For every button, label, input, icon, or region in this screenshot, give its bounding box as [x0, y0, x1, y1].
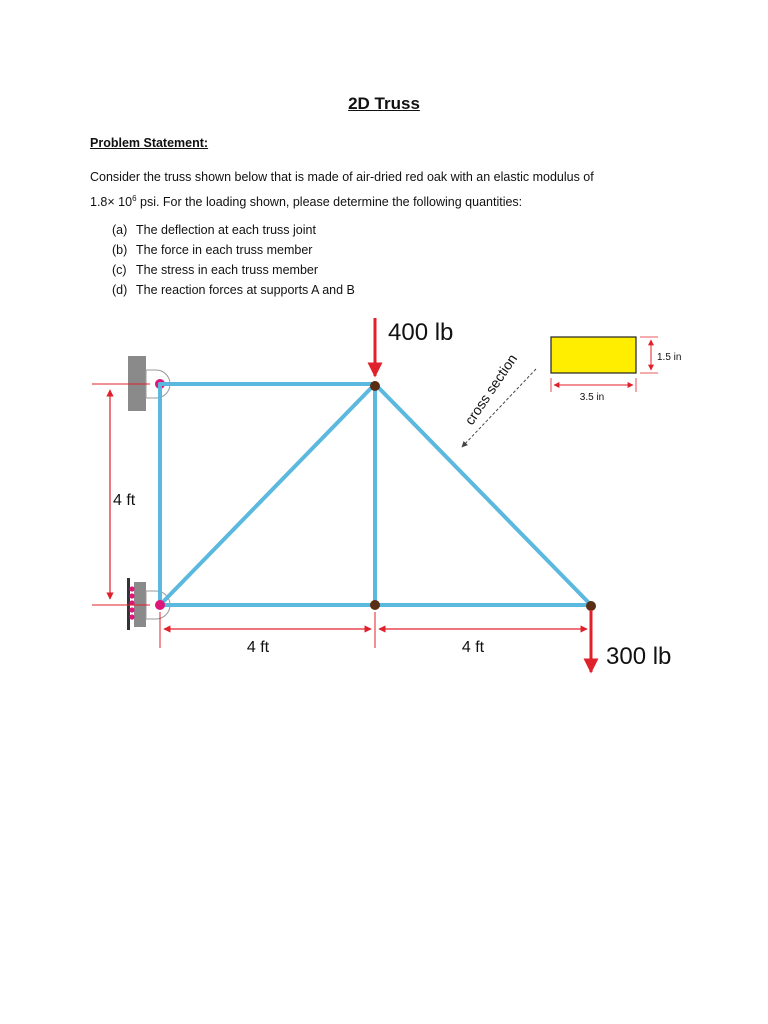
- support-b-pin: [155, 600, 165, 610]
- question-list: [112, 220, 355, 300]
- problem-statement: [90, 167, 650, 213]
- load-right-label: 300 lb: [606, 643, 672, 670]
- question-tag: (c): [112, 263, 127, 277]
- support-b-roller: [129, 586, 134, 591]
- question-text: The reaction forces at supports A and B: [136, 283, 355, 297]
- dim-span-right-label: 4 ft: [461, 639, 485, 656]
- question-item: [112, 240, 355, 260]
- dim-height-label: 4 ft: [113, 492, 136, 509]
- question-tag: (a): [112, 223, 128, 237]
- truss-members: [160, 384, 591, 605]
- question-tag: (d): [112, 283, 128, 297]
- member-right-diagonal: [375, 384, 591, 605]
- modulus-exponent: 6: [132, 194, 137, 203]
- question-text: The stress in each truss member: [136, 263, 319, 277]
- statement-line-1: Consider the truss shown below that is made of air-dried red oak with an elastic modulus of: [90, 170, 594, 184]
- question-text: The deflection at each truss joint: [136, 223, 316, 237]
- load-top-label: 400 lb: [388, 319, 454, 346]
- support-b-roller: [129, 614, 134, 619]
- cross-section-rect: [551, 337, 636, 373]
- support-b-roller: [129, 593, 134, 598]
- question-item: [112, 280, 355, 300]
- joint-bottom-middle: [370, 600, 380, 610]
- truss-diagram: [0, 300, 768, 690]
- question-item: [112, 220, 355, 240]
- support-b-ground: [127, 578, 130, 630]
- section-width-label: 3.5 in: [579, 392, 605, 403]
- question-text: The force in each truss member: [136, 243, 313, 257]
- support-b-roller: [129, 607, 134, 612]
- problem-statement-heading: Problem Statement:: [90, 136, 209, 150]
- cross-section-label: cross section: [461, 350, 521, 428]
- section-height-label: 1.5 in: [657, 352, 682, 363]
- statement-line-2: psi. For the loading shown, please determine the following quantities:: [136, 195, 523, 210]
- dim-span-left-label: 4 ft: [246, 639, 270, 656]
- joint-right: [586, 601, 596, 611]
- modulus-value: 1.8× 10: [90, 195, 133, 210]
- question-item: [112, 260, 355, 280]
- question-tag: (b): [112, 243, 128, 257]
- joint-top: [370, 381, 380, 391]
- member-left-diagonal: [160, 384, 375, 605]
- page-title: 2D Truss: [348, 94, 420, 113]
